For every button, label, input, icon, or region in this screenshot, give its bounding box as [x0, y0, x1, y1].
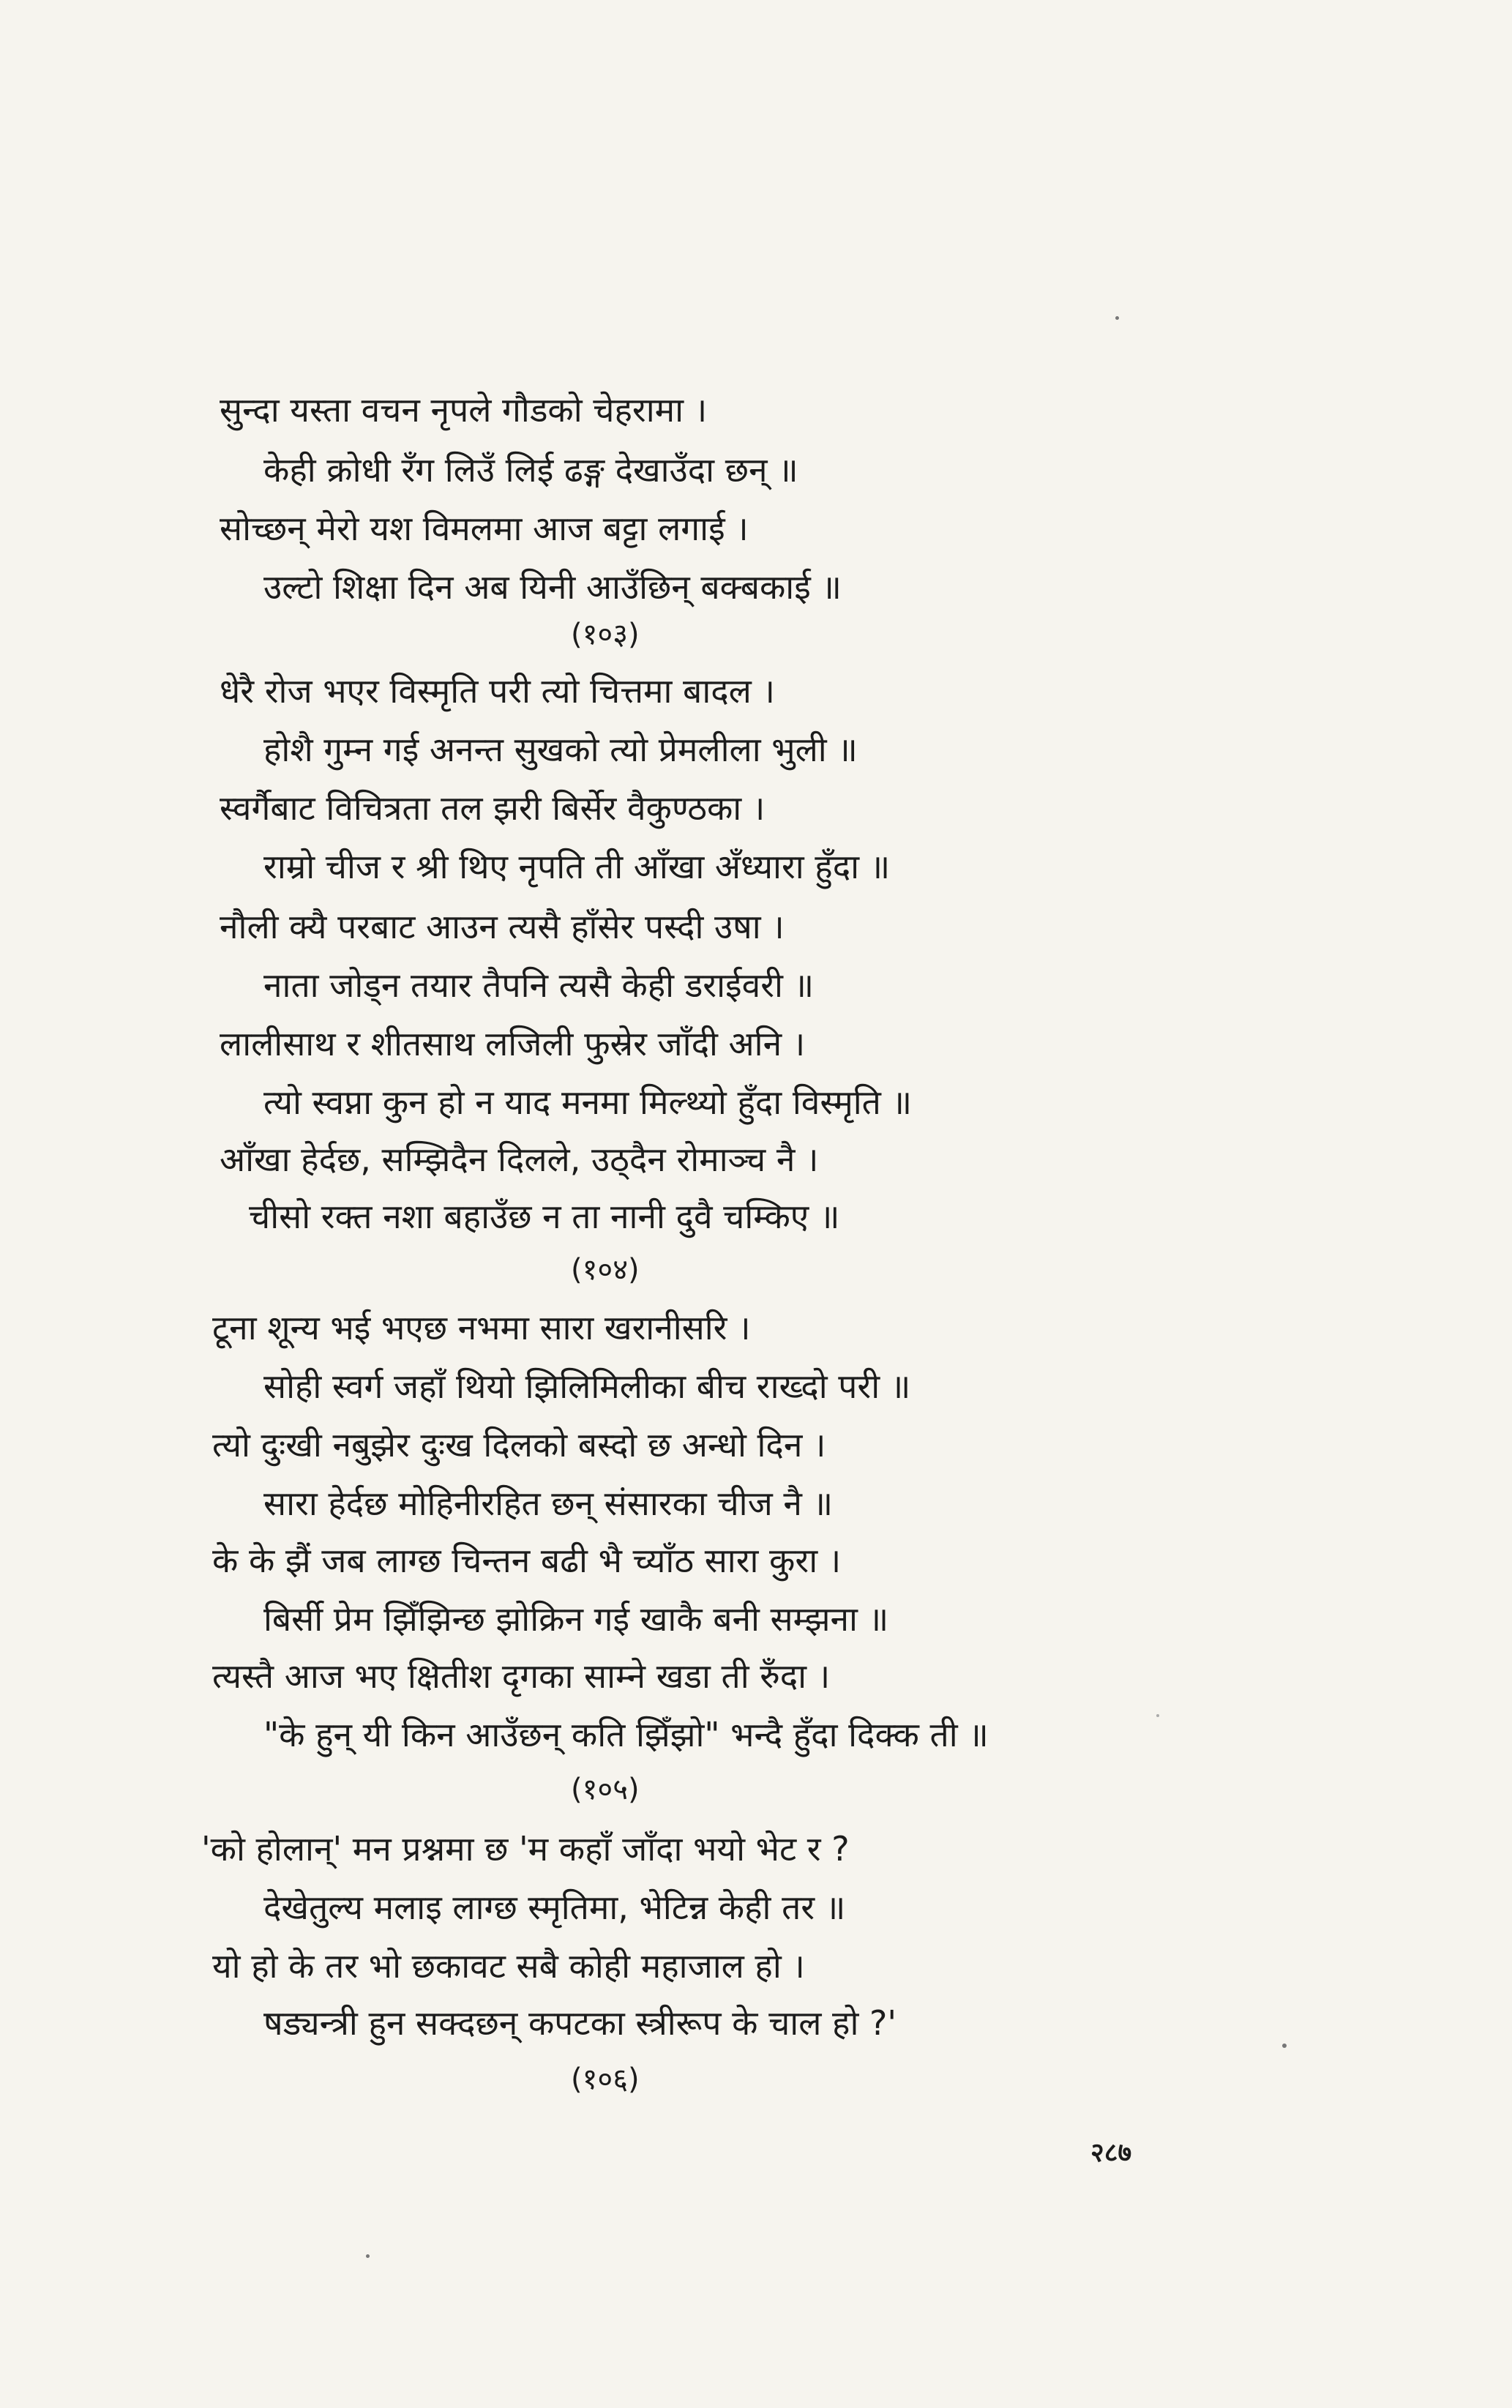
verse-line: "के हुन् यी किन आउँछन् कति झिँझो" भन्दै हुँदा दिक्क ती ॥ — [263, 1715, 989, 1754]
page-number: २८७ — [1090, 2138, 1132, 2168]
verse-line: सोही स्वर्ग जहाँ थियो झिलिमिलीका बीच राख्दो परी ॥ — [263, 1366, 911, 1406]
verse-line: केही क्रोधी रँग लिउँ लिई ढङ्ग देखाउँदा छन् ॥ — [263, 450, 798, 490]
verse-line: आँखा हेर्दछ, सम्झिदैन दिलले, उठ्दैन रोमाञ्च नै । — [220, 1140, 819, 1179]
verse-line: उल्टो शिक्षा दिन अब यिनी आउँछिन् बक्बकाई ॥ — [263, 567, 842, 607]
verse-line: सोच्छन् मेरो यश विमलमा आज बट्टा लगाई । — [220, 509, 749, 548]
verse-line: लालीसाथ र शीतसाथ लजिली फुस्रेर जाँदी अनि । — [220, 1024, 806, 1063]
verse-line: होशै गुम्न गई अनन्त सुखको त्यो प्रेमलीला भुली ॥ — [263, 730, 858, 769]
verse-line: टूना शून्य भई भएछ नभमा सारा खरानीसरि । — [212, 1308, 751, 1347]
verse-line: षड्यन्त्री हुन सक्दछन् कपटका स्त्रीरूप के चाल हो ?' — [263, 2003, 897, 2043]
verse-line: स्वर्गैबाट विचित्रता तल झरी बिर्सेर वैकुण्ठका । — [220, 788, 766, 828]
verse-line: त्यो स्वप्ना कुन हो न याद मनमा मिल्थ्यो हुँदा विस्मृति ॥ — [263, 1083, 913, 1122]
scan-speck — [1156, 1714, 1159, 1717]
scan-speck — [1115, 316, 1119, 320]
scan-speck — [366, 2254, 370, 2258]
verse-line: नाता जोड्न तयार तैपनि त्यसै केही डराईवरी ॥ — [263, 965, 815, 1005]
verse-line: सारा हेर्दछ मोहिनीरहित छन् संसारका चीज नै ॥ — [263, 1484, 834, 1523]
verse-line: 'को होलान्' मन प्रश्नमा छ 'म कहाँ जाँदा भयो भेट र ? — [201, 1829, 850, 1869]
verse-line: के के झैं जब लाग्छ चिन्तन बढी भै च्याँठ सारा कुरा । — [212, 1541, 842, 1580]
verse-line: नौली क्यै परबाट आउन त्यसै हाँसेर पस्दी उषा । — [220, 907, 785, 946]
verse-line: धेरै रोज भएर विस्मृति परी त्यो चित्तमा बादल । — [220, 671, 775, 711]
verse-line: यो हो के तर भो छकावट सबै कोही महाजाल हो । — [212, 1946, 805, 1986]
verse-line: राम्रो चीज र श्री थिए नृपति ती आँखा अँध्यारा हुँदा ॥ — [263, 847, 891, 886]
verse-line: चीसो रक्त नशा बहाउँछ न ता नानी दुवै चम्किए ॥ — [249, 1197, 840, 1236]
stanza-number: (१०५) — [571, 1773, 640, 1806]
verse-line: सुन्दा यस्ता वचन नृपले गौडको चेहरामा । — [220, 390, 708, 430]
verse-line: त्यो दुःखी नबुझेर दुःख दिलको बस्दो छ अन्धो दिन । — [212, 1425, 826, 1465]
verse-line: बिर्सी प्रेम झिँझिन्छ झोक्रिन गई खाकै बनी सम्झना ॥ — [263, 1599, 889, 1639]
stanza-number: (१०३) — [571, 618, 640, 651]
scan-speck — [1282, 2044, 1287, 2048]
verse-line: देखेतुल्य मलाइ लाग्छ स्मृतिमा, भेटिन्न केही तर ॥ — [263, 1888, 846, 1927]
stanza-number: (१०४) — [571, 1253, 640, 1287]
verse-line: त्यस्तै आज भए क्षितीश दृगका साम्ने खडा ती रुँदा । — [212, 1656, 831, 1696]
stanza-number: (१०६) — [571, 2063, 640, 2096]
